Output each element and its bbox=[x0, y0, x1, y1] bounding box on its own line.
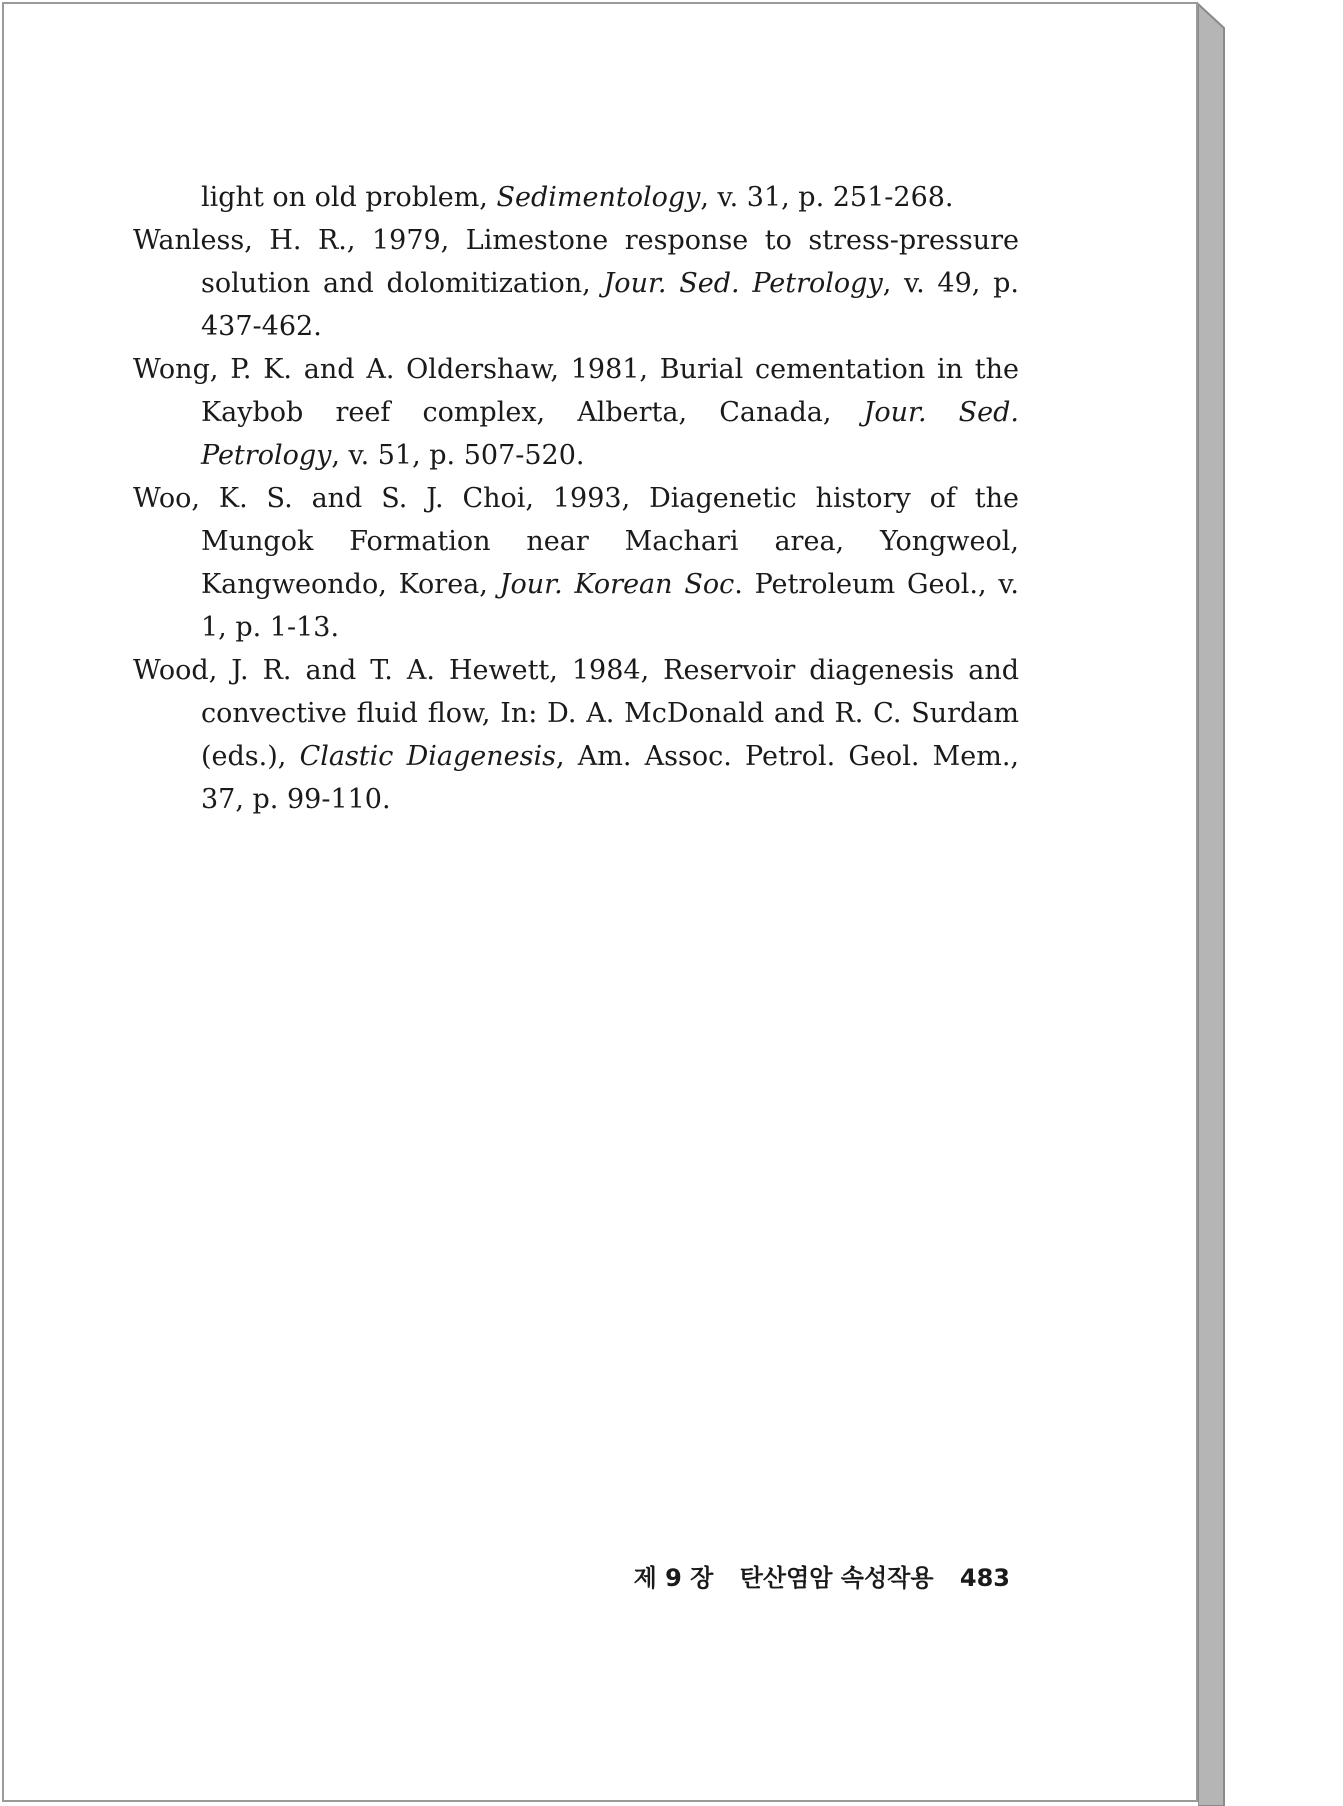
reference-journal: Jour. Sed. Petrology bbox=[603, 268, 883, 299]
page-number: 483 bbox=[959, 1564, 1010, 1592]
reference-text: , v. 51, p. 507-520. bbox=[331, 440, 585, 471]
reference-entry bbox=[133, 348, 1019, 477]
reference-list bbox=[133, 176, 1019, 821]
reference-journal: Jour. Sed. Petrology bbox=[201, 397, 1020, 471]
reference-entry bbox=[133, 477, 1019, 649]
reference-text: . Petroleum Geol., v. 1, p. 1-13. bbox=[201, 569, 1019, 643]
chapter-title: 탄산염암 속성작용 bbox=[739, 1564, 934, 1592]
page-edge-graphic bbox=[1198, 2, 1228, 1806]
reference-text: light on old problem, bbox=[201, 182, 497, 213]
reference-text: Wong, P. K. and A. Oldershaw, 1981, Burial cementation in the Kaybob reef complex, Alberta, Canada, bbox=[133, 354, 1019, 428]
reference-text: , v. 31, p. 251-268. bbox=[700, 182, 954, 213]
chapter-label: 제 9 장 bbox=[633, 1564, 714, 1592]
reference-journal: Clastic Diagenesis bbox=[299, 741, 556, 772]
reference-journal: Sedimentology bbox=[496, 182, 701, 213]
reference-text: Wanless, H. R., 1979, Limestone response to stress-pressure solution and dolomitization, bbox=[133, 225, 1019, 299]
page-footer bbox=[620, 1558, 1010, 1593]
reference-text: , v. 49, p. 437-462. bbox=[201, 268, 1019, 342]
reference-journal: Jour. Korean Soc bbox=[499, 569, 735, 600]
reference-entry bbox=[133, 219, 1019, 348]
reference-entry bbox=[133, 176, 1019, 219]
reference-entry bbox=[133, 649, 1019, 821]
reference-text: , Am. Assoc. Petrol. Geol. Mem., 37, p. 99-110. bbox=[201, 741, 1019, 815]
reference-text: Wood, J. R. and T. A. Hewett, 1984, Reservoir diagenesis and convective fluid flow, In: D. A. McDonald and R. C. Surdam (eds.), bbox=[133, 655, 1019, 772]
reference-text: Woo, K. S. and S. J. Choi, 1993, Diagenetic history of the Mungok Formation near Machari area, Yongweol, Kangweondo, Korea, bbox=[133, 483, 1019, 600]
